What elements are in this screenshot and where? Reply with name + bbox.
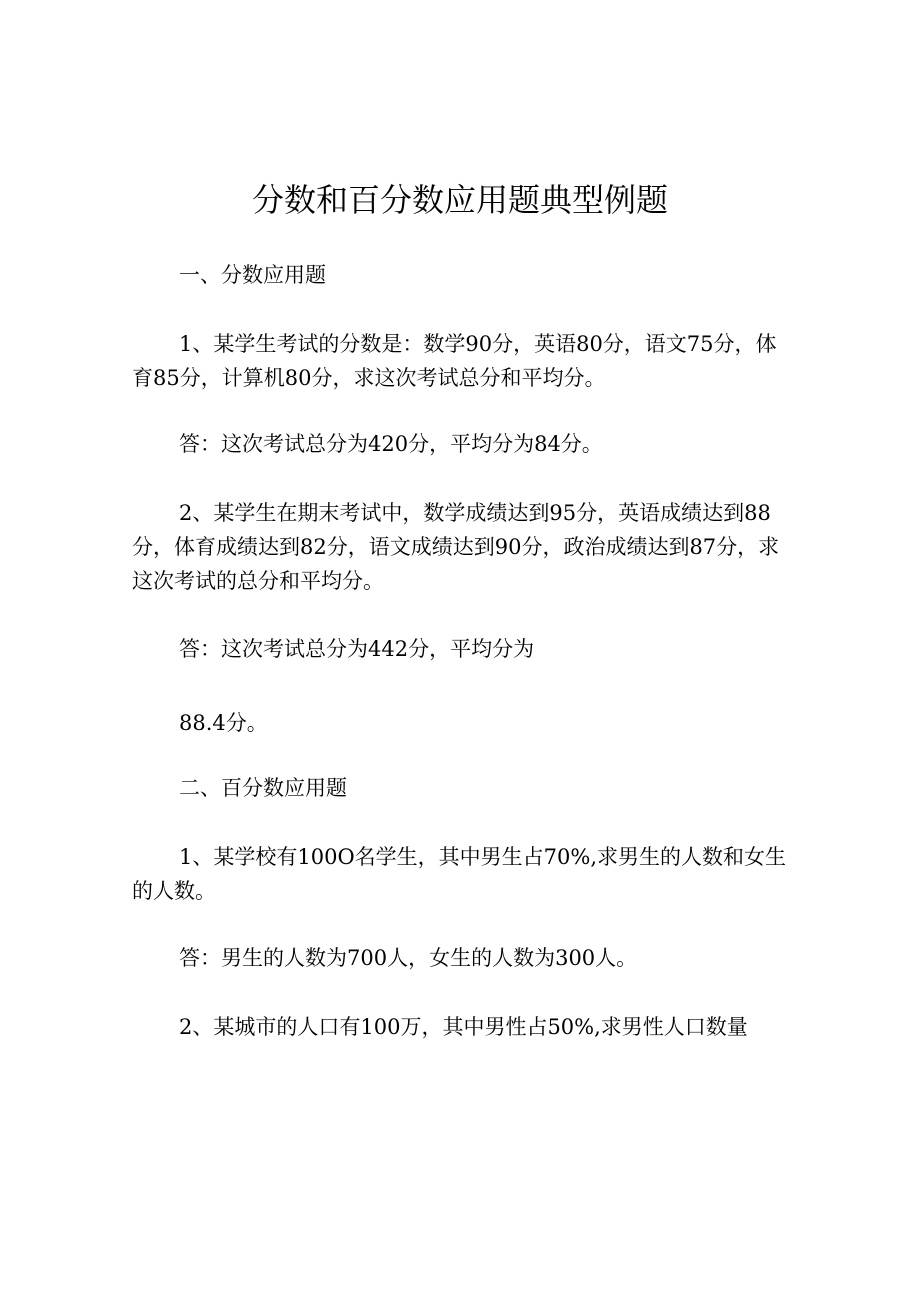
section-heading-percent: 二、百分数应用题 (179, 776, 347, 800)
question-1-fraction: 1、某学生考试的分数是：数学90分，英语80分，语文75分，体育85分，计算机80分，求这次考试总分和平均分。 (132, 332, 777, 390)
question-1-percent: 1、某学校有100O名学生，其中男生占70%,求男生的人数和女生的人数。 (132, 845, 787, 903)
answer-1-percent: 答：男生的人数为700人，女生的人数为300人。 (179, 946, 638, 970)
answer-2-fraction-line2: 88.4分。 (179, 711, 268, 735)
answer-1-fraction: 答：这次考试总分为420分，平均分为84分。 (179, 432, 603, 456)
answer-2-fraction-line1: 答：这次考试总分为442分，平均分为 (179, 637, 535, 661)
question-2-fraction: 2、某学生在期末考试中，数学成绩达到95分，英语成绩达到88分，体育成绩达到82分，语文成绩达到90分，政治成绩达到87分，求这次考试的总分和平均分。 (132, 501, 780, 593)
section-heading-fraction: 一、分数应用题 (179, 263, 326, 287)
document-title: 分数和百分数应用题典型例题 (251, 181, 668, 219)
question-2-percent: 2、某城市的人口有100万，其中男性占50%,求男性人口数量 (179, 1015, 748, 1039)
